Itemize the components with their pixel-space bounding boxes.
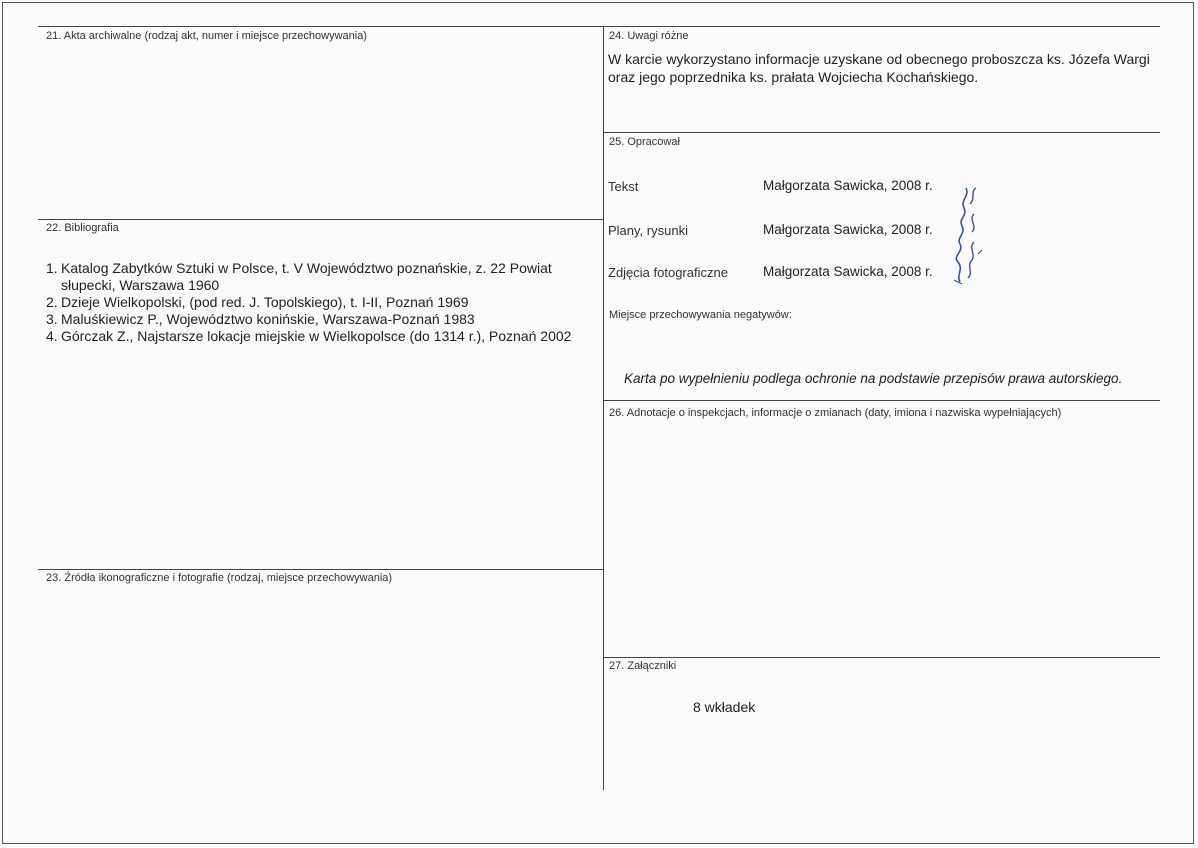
bibliography-item-text: Maluśkiewicz P., Województwo konińskie, Warszawa-Poznań 1983 [61,311,475,327]
author-row-value-drawings: Małgorzata Sawicka, 2008 r. [763,222,933,237]
author-row-value-photos: Małgorzata Sawicka, 2008 r. [763,264,933,279]
bibliography-list [46,260,586,345]
copyright-note: Karta po wypełnieniu podlega ochronie na podstawie przepisów prawa autorskiego. [624,371,1123,386]
bibliography-item-text: Górczak Z., Najstarsze lokacje miejskie w Wielkopolsce (do 1314 r.), Poznań 2002 [61,328,572,344]
section25-top-rule [603,132,1160,133]
section24-line-2: oraz jego poprzednika ks. prałata Wojciecha Kochańskiego. [608,69,979,85]
bibliography-item-text: Katalog Zabytków Sztuki w Polsce, t. V Województwo poznańskie, z. 22 Powiat słupecki, Warszawa 1960 [61,260,552,293]
negatives-location-label: Miejsce przechowywania negatywów: [609,309,792,321]
section23-top-rule [38,569,604,570]
section27-label: 27. Załączniki [609,660,677,672]
bibliography-item: 4. Górczak Z., Najstarsze lokacje miejskie w Wielkopolsce (do 1314 r.), Poznań 2002 [46,328,572,344]
author-row-label-text: Tekst [608,179,639,194]
section25-label: 25. Opracował [609,136,680,148]
bibliography-item-text: Dzieje Wielkopolski, (pod red. J. Topolskiego), t. I-II, Poznań 1969 [61,294,469,310]
section23-label: 23. Źródła ikonograficzne i fotografie (rodzaj, miejsce przechowywania) [46,572,393,584]
section24-top-rule [603,26,1160,27]
section26-top-rule [603,400,1160,401]
section24-label: 24. Uwagi różne [609,30,689,42]
bibliography-item: 2. Dzieje Wielkopolski, (pod red. J. Topolskiego), t. I-II, Poznań 1969 [46,294,469,310]
author-row-value-text: Małgorzata Sawicka, 2008 r. [763,178,933,193]
section22-top-rule [38,219,604,220]
column-divider [603,26,604,790]
section21-label: 21. Akta archiwalne (rodzaj akt, numer i miejsce przechowywania) [46,30,367,42]
section21-top-rule [38,26,604,27]
section24-line-1: W karcie wykorzystano informacje uzyskane od obecnego proboszcza ks. Józefa Wargi [608,51,1150,67]
section22-label: 22. Bibliografia [46,222,119,234]
attachments-count: 8 wkładek [693,699,756,715]
bibliography-item: 1. Katalog Zabytków Sztuki w Polsce, t. V Województwo poznańskie, z. 22 Powiat słupecki, Warszawa 1960 [46,260,586,294]
section26-label: 26. Adnotacje o inspekcjach, informacje o zmianach (daty, imiona i nazwiska wypełniających) [609,407,1062,419]
author-row-label-photos: Zdjęcia fotograficzne [608,265,728,280]
author-row-label-drawings: Plany, rysunki [608,223,688,238]
handwritten-signature [938,182,988,290]
page-border [2,2,1194,844]
section27-top-rule [603,657,1160,658]
bibliography-item: 3. Maluśkiewicz P., Województwo konińskie, Warszawa-Poznań 1983 [46,311,475,327]
